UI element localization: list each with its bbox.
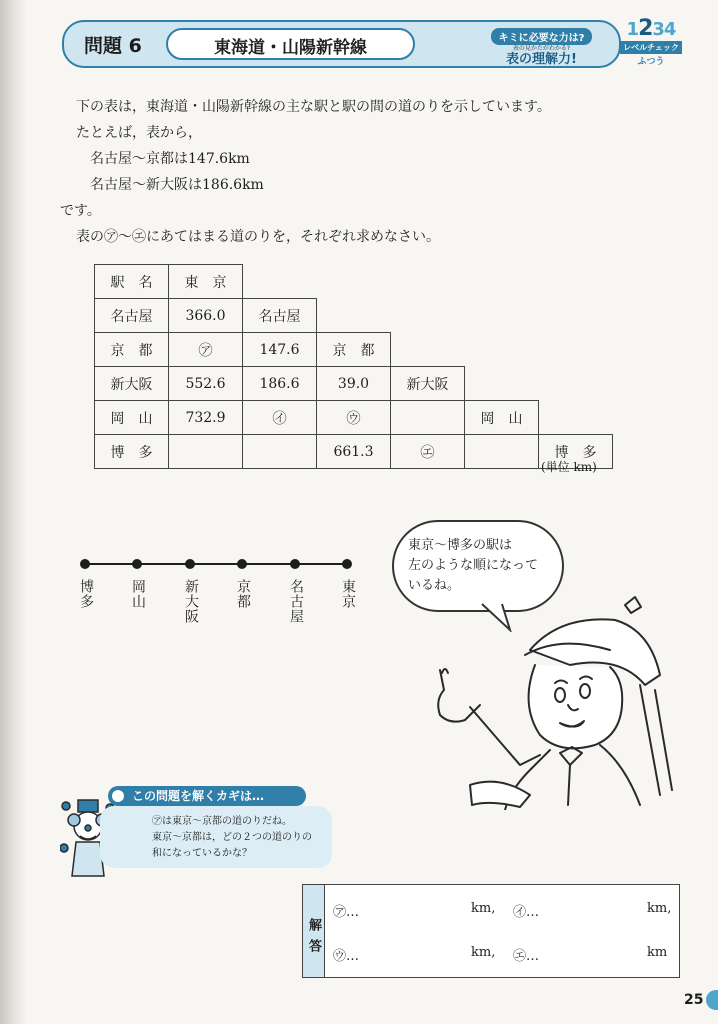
problem-line: です。 (60, 203, 101, 219)
table-row (95, 367, 613, 401)
bubble-line: いるね。 (408, 578, 461, 593)
distance-table (94, 264, 613, 469)
title-pill (166, 28, 415, 60)
table-cell (243, 435, 317, 469)
problem-line: 表の㋐～㋓にあてはまる道のりを，それぞれ求めなさい。 (76, 229, 440, 245)
station-label: 京都 (235, 579, 251, 609)
level-check (620, 16, 682, 68)
table-cell: 博 多 (95, 435, 169, 469)
answer-unit-d[interactable]: km (647, 945, 668, 960)
table-cell: 博 多 (539, 435, 613, 469)
page-gutter (0, 0, 26, 1024)
table-cell: 新大阪 (95, 367, 169, 401)
table-row (95, 333, 613, 367)
table-row (95, 265, 613, 299)
route-line (84, 563, 348, 565)
table-cell: ㋐ (169, 333, 243, 367)
skill-question: キミに必要な力は? (491, 28, 593, 45)
table-cell: 39.0 (317, 367, 391, 401)
station-dot (290, 559, 300, 569)
level-2: 2 (638, 16, 653, 41)
bubble-line: 東京～博多の駅は (408, 538, 513, 553)
station-label: 東京 (340, 579, 356, 609)
table-cell: ㋒ (317, 401, 391, 435)
table-cell (465, 435, 539, 469)
table-cell: ㋓ (391, 435, 465, 469)
level-label: レベルチェック (620, 41, 682, 54)
table-cell: 新大阪 (391, 367, 465, 401)
answer-header: 解答 (303, 885, 325, 977)
station-label: 新大阪 (183, 579, 199, 624)
bubble-text (408, 536, 558, 596)
problem-line: 下の表は，東海道・山陽新幹線の主な駅と駅の間の道のりを示しています。 (76, 99, 551, 115)
problem-title: 東海道・山陽新幹線 (214, 38, 367, 58)
table-row (95, 435, 613, 469)
answer-unit-c[interactable]: km, (471, 945, 496, 960)
table-cell (391, 401, 465, 435)
bubble-line: 左のような順になって (408, 558, 539, 573)
station-dot (185, 559, 195, 569)
answer-mark-c: ㋒… (333, 949, 360, 964)
station-label: 岡山 (130, 579, 146, 609)
table-cell: 名古屋 (243, 299, 317, 333)
table-cell: ㋑ (243, 401, 317, 435)
level-4: 4 (663, 19, 676, 40)
station-label: 博多 (78, 579, 94, 609)
level-numbers (620, 16, 682, 41)
answer-unit-b[interactable]: km, (647, 901, 672, 916)
table-cell: 京 都 (317, 333, 391, 367)
table-cell: 東 京 (169, 265, 243, 299)
station-dot (80, 559, 90, 569)
hint-box (100, 806, 332, 868)
table-cell: 岡 山 (465, 401, 539, 435)
answer-box (302, 884, 680, 978)
problem-line: たとえば，表から， (76, 125, 202, 141)
level-1: 1 (626, 19, 639, 40)
table-cell: 岡 山 (95, 401, 169, 435)
hint-line: 東京～京都は，どの２つの道のりの (152, 832, 312, 843)
detective-boy-illustration (410, 595, 680, 810)
table-cell: 552.6 (169, 367, 243, 401)
problem-line: 名古屋～京都は147.6km (90, 151, 250, 167)
table-row (95, 401, 613, 435)
problem-text (62, 94, 662, 250)
problem-line: 名古屋～新大阪は186.6km (90, 177, 264, 193)
station-dot (132, 559, 142, 569)
key-icon (112, 790, 124, 802)
problem-header (62, 20, 621, 68)
answer-mark-b: ㋑… (513, 905, 540, 920)
table-cell: 186.6 (243, 367, 317, 401)
table-cell: 名古屋 (95, 299, 169, 333)
station-label: 名古屋 (288, 579, 304, 624)
table-cell: 147.6 (243, 333, 317, 367)
page-tab (706, 990, 718, 1010)
table-row (95, 299, 613, 333)
skill-name: 表の理解力! (506, 52, 577, 67)
hint-line: ㋐は東京～京都の道のりだね。 (152, 816, 292, 827)
answer-mark-a: ㋐… (333, 905, 360, 920)
table-cell: 京 都 (95, 333, 169, 367)
route-diagram (72, 555, 372, 645)
page-number: 25 (684, 992, 704, 1008)
answer-mark-d: ㋓… (513, 949, 540, 964)
difficulty-label: ふつう (637, 57, 665, 67)
table-cell: 366.0 (169, 299, 243, 333)
table-cell: 駅 名 (95, 265, 169, 299)
hint-label: この問題を解くカギは… (108, 786, 306, 806)
table-cell (169, 435, 243, 469)
skill-subtitle: 表の見かたがわかる? (512, 45, 571, 52)
table-cell: 732.9 (169, 401, 243, 435)
table-cell: 661.3 (317, 435, 391, 469)
hint-line: 和になっているかな？ (152, 848, 252, 859)
unit-label: (単位 km) (541, 460, 597, 474)
answer-unit-a[interactable]: km, (471, 901, 496, 916)
station-dot (342, 559, 352, 569)
station-dot (237, 559, 247, 569)
skill-panel (469, 26, 614, 67)
level-3: 3 (652, 19, 664, 40)
problem-number: 問題 6 (84, 35, 142, 57)
